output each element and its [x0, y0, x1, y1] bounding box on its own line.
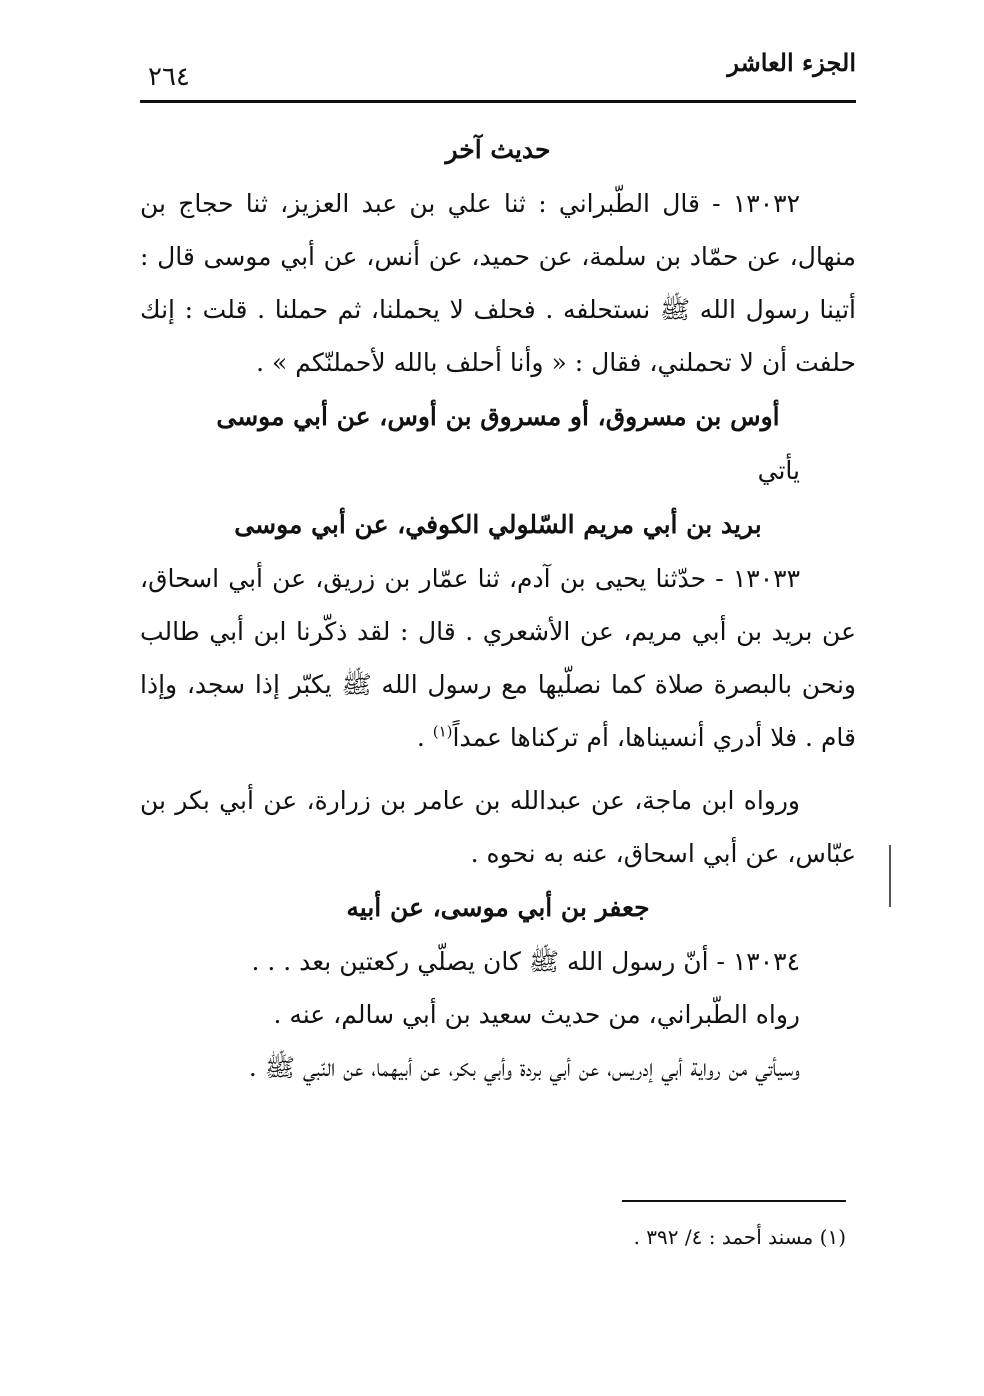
- tabarani-narration: رواه الطّبراني، من حديث سعيد بن أبي سالم، عنه .: [273, 1000, 800, 1029]
- section-heading-aws-ibn-masruq: أوس بن مسروق، أو مسروق بن أوس، عن أبي موسى: [216, 402, 780, 431]
- hadith-13034: ١٣٠٣٤ - أنّ رسول الله ﷺ كان يصلّي ركعتين بعد . . .: [251, 947, 800, 976]
- page-number: ٢٦٤: [148, 62, 190, 92]
- hadith-13032: ١٣٠٣٢ - قال الطّبراني : ثنا علي بن عبد العزيز، ثنا حجاج بن منهال، عن حمّاد بن سلمة، عن حميد، عن أنس، عن أبي موسى قال : أتينا رسول الله ﷺ نستحلفه . فحلف لا يحملنا، ثم حملنا . قلت : إنك حلفت أن لا تحملني، فقال : « وأنا أحلف بالله لأحملنّكم » .: [140, 189, 856, 377]
- volume-title: الجزء العاشر: [727, 48, 856, 77]
- cross-reference-note: يأتي: [757, 456, 800, 485]
- footnote-1: (١) مسند أحمد : ٤/ ٣٩٢ .: [633, 1225, 846, 1249]
- hadith-13033: [140, 552, 856, 764]
- hadith-13033-end: .: [416, 723, 433, 752]
- main-text: [140, 122, 856, 1094]
- abu-idris-narration: وسيأتي من رواية أبي إدريس، عن أبي بردة وأبي بكر، عن أبيهما، عن النّبي ﷺ .: [248, 1053, 800, 1082]
- section-heading-hadith-akhar: حديث آخر: [445, 135, 551, 164]
- section-heading-burayd: بريد بن أبي مريم السّلولي الكوفي، عن أبي موسى: [234, 510, 762, 539]
- footnote-reference: (١): [432, 722, 453, 741]
- footnote-separator: [622, 1200, 846, 1202]
- margin-mark: [889, 845, 891, 907]
- running-header: [140, 48, 856, 103]
- section-heading-jafar: جعفر بن أبي موسى، عن أبيه: [346, 893, 650, 922]
- ibn-majah-narration: ورواه ابن ماجة، عن عبدالله بن عامر بن زرارة، عن أبي بكر بن عبّاس، عن أبي اسحاق، عنه به نحوه .: [140, 786, 856, 868]
- hadith-13033-text: ١٣٠٣٣ - حدّثنا يحيى بن آدم، ثنا عمّار بن زريق، عن أبي اسحاق، عن بريد بن أبي مريم، عن الأشعري . قال : لقد ذكّرنا ابن أبي طالب ونحن بالبصرة صلاة كما نصلّيها مع رسول الله ﷺ يكبّر إذا سجد، وإذا قام . فلا أدري أنسيناها، أم تركناها عمداً: [140, 564, 856, 752]
